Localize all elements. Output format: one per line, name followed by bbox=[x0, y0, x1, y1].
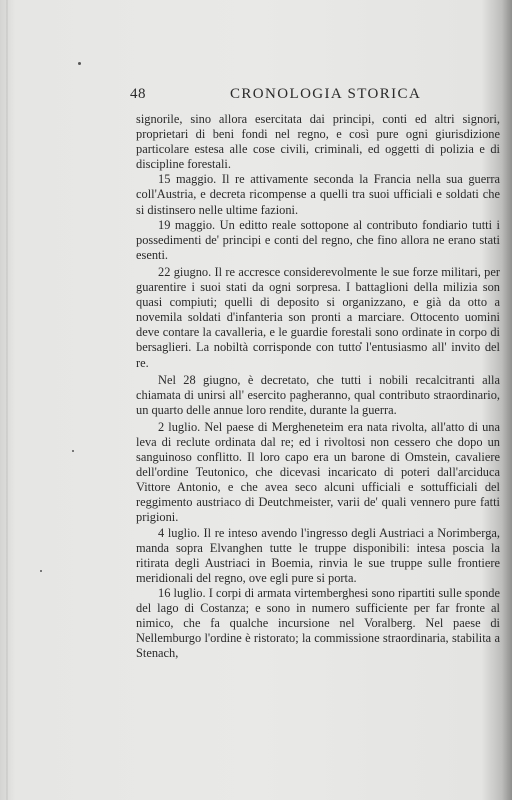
paragraph-15-maggio: 15 maggio. Il re attivamente seconda la Francia nella sua guerra coll'Austria, e decreta ricompense a quelli tra suoi ufficiali e soldati che si distinsero nelle ultime fazioni. bbox=[136, 172, 500, 217]
paragraph-4-luglio: 4 luglio. Il re inteso avendo l'ingresso degli Austriaci a Norimberga, manda sopra Elvanghen tutte le truppe disponibili: intesa poscia la ritirata degli Austriaci in Boemia, rinvia le sue truppe sulle frontiere meridionali del regno, ove egli pure si porta. bbox=[136, 525, 500, 585]
paragraph-19-maggio: 19 maggio. Un editto reale sottopone al contributo fondiario tutti i possedimenti de' principi e conti del regno, che fino allora ne erano stati esenti. bbox=[136, 217, 500, 262]
paragraph-22-giugno: 22 giugno. Il re accresce considerevolmente le sue forze militari, per guarentire i suoi stati da ogni sorpresa. I battaglioni della milizia son quasi compiuti; quelli di deposito si organizzano, e già da otto a novemila soldati d'infanteria son pronti a marciare. Ottocento uomini deve contare la cavalleria, e le guardie forestali sono ordinate in corpo di bersaglieri. La nobiltà corrisponde con tutto l'entusiasmo all' invito del re. bbox=[136, 264, 500, 370]
paragraph-continuation: signorile, sino allora esercitata dai principi, conti ed altri signori, proprietari di beni fondi nel regno, e così pure ogni giurisdizione particolare estesa alle cose civili, criminali, ed oggetti di polizia e di discipline forestali. bbox=[136, 112, 500, 172]
paper-speck bbox=[40, 570, 42, 572]
paper-speck bbox=[72, 450, 74, 452]
running-head bbox=[130, 86, 500, 106]
paper-speck bbox=[78, 62, 81, 65]
paragraph-16-luglio: 16 luglio. I corpi di armata virtemberghesi sono ripartiti sulle sponde del lago di Costanza; e sono in numero sufficiente per far fronte al nimico, che fa qualche incursione nel Voralberg. Nel paese di Nellemburgo l'ordine è ristorato; la commissione straordinaria, stabilita a Stenach, bbox=[136, 585, 500, 661]
paragraph-2-luglio: 2 luglio. Nel paese di Mergheneteim era nata rivolta, all'atto di una leva di reclute ordinata dal re; ed i rivoltosi non cessero che dopo un sanguinoso conflitto. Il loro capo era un barone di Omstein, cavaliere dell'ordine Teutonico, che dicevasi incaricato di poteri dall'arciduca Vittore Antonio, e che avea seco alcuni ufficiali e sottufficiali del reggimento austriaco di Deutchmeister, varii de' quali vennero pure fatti prigioni. bbox=[136, 419, 500, 525]
body-text bbox=[136, 112, 500, 661]
page-title: CRONOLOGIA STORICA bbox=[230, 86, 422, 102]
paragraph-28-giugno: Nel 28 giugno, è decretato, che tutti i nobili recalcitranti alla chiamata di unirsi all' esercito pagheranno, qual contributo straordinario, un quarto delle annue loro rendite, durante la guerra. bbox=[136, 372, 500, 417]
page-number: 48 bbox=[130, 86, 146, 102]
